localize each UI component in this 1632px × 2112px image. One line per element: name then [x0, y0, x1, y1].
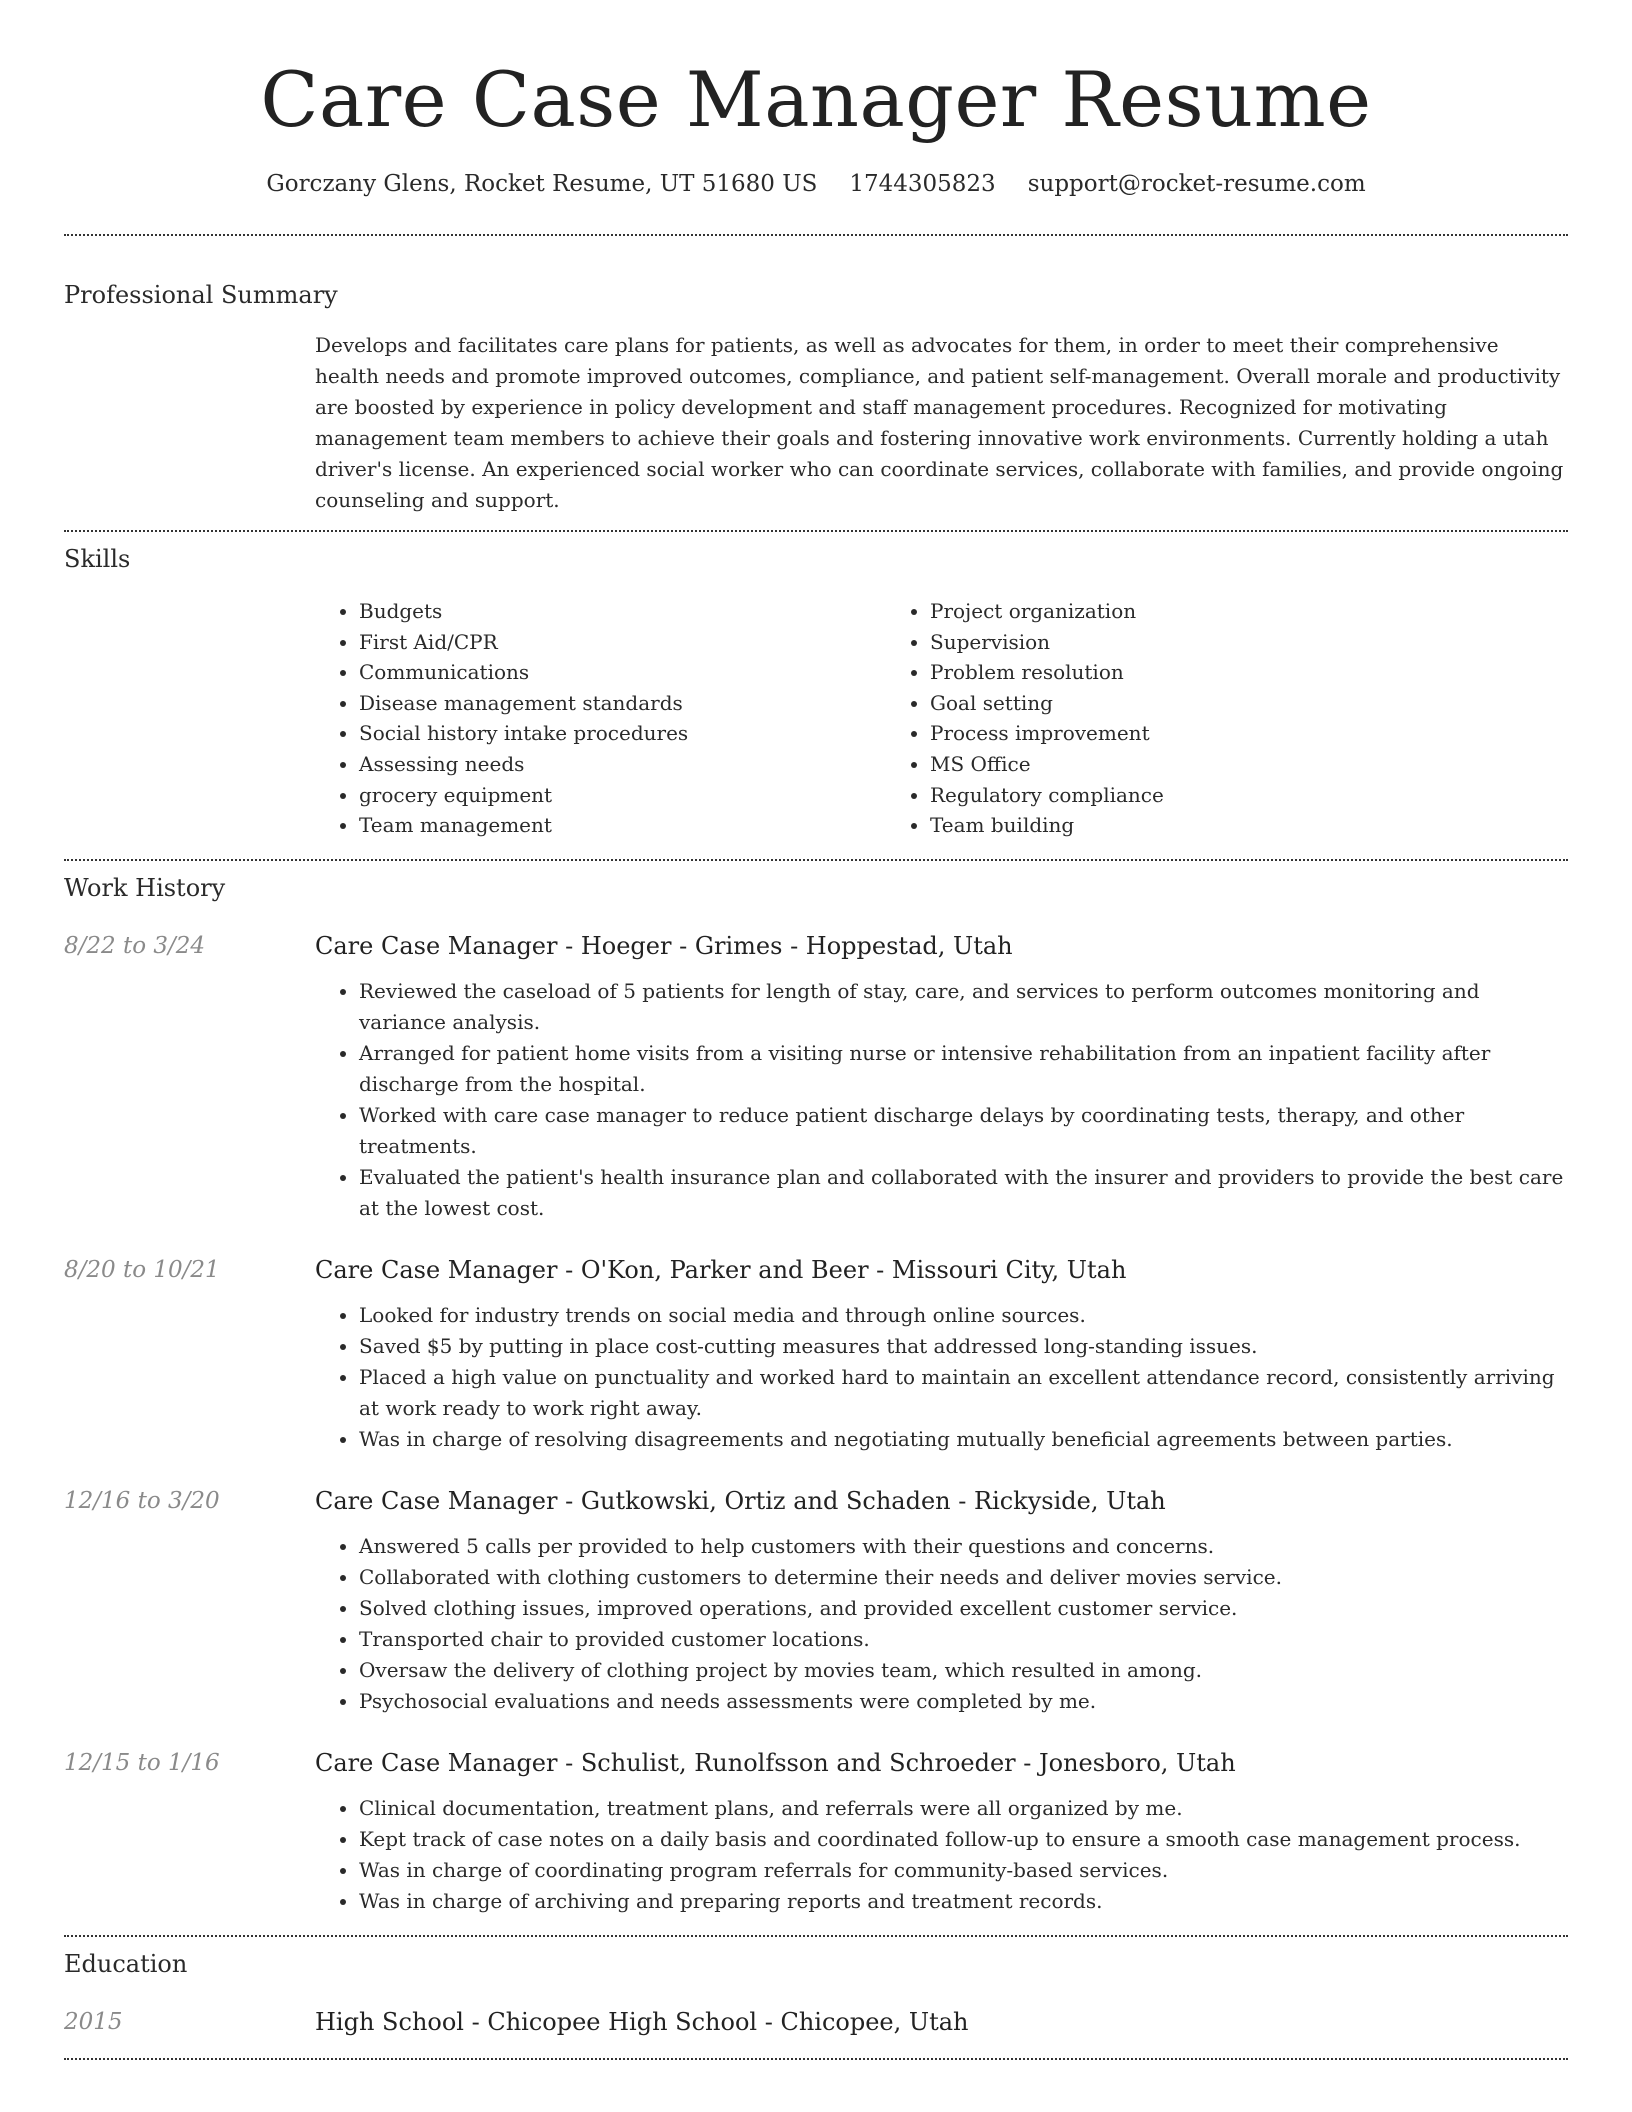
job-bullet: • Worked with care case manager to reduce patient discharge delays by coordinating tests, therapy, and other treatments. — [359, 1100, 1568, 1162]
job-entry — [64, 930, 1568, 1224]
skills-list-right — [886, 596, 1568, 841]
summary-heading: Professional Summary — [64, 281, 338, 309]
divider — [64, 859, 1568, 861]
contact-phone: 1744305823 — [849, 171, 996, 197]
job-body — [315, 930, 1568, 1224]
job-bullets — [315, 1531, 1568, 1717]
job-bullet: • Saved $5 by putting in place cost-cutting measures that addressed long-standing issues. — [359, 1331, 1568, 1362]
skill-item: • Problem resolution — [930, 657, 1568, 688]
job-header: Care Case Manager - O'Kon, Parker and Beer - Missouri City, Utah — [315, 1255, 1127, 1284]
education-section — [64, 1948, 1568, 2038]
skill-item: • grocery equipment — [359, 780, 886, 811]
job-body — [315, 1747, 1568, 1917]
job-header: Care Case Manager - Schulist, Runolfsson and Schroeder - Jonesboro, Utah — [315, 1748, 1236, 1777]
skill-item: • Team building — [930, 810, 1568, 841]
skills-section — [64, 543, 1568, 841]
job-entry — [64, 1485, 1568, 1717]
job-bullet: • Answered 5 calls per provided to help customers with their questions and concerns. — [359, 1531, 1568, 1562]
job-bullet: • Was in charge of archiving and preparing reports and treatment records. — [359, 1886, 1568, 1917]
skill-item: • Process improvement — [930, 718, 1568, 749]
job-date: 12/15 to 1/16 — [64, 1749, 220, 1776]
contact-address: Gorczany Glens, Rocket Resume, UT 51680 US — [266, 171, 818, 197]
job-date: 8/20 to 10/21 — [64, 1256, 220, 1283]
job-bullet: • Collaborated with clothing customers to determine their needs and deliver movies service. — [359, 1562, 1568, 1593]
education-heading: Education — [64, 1949, 188, 1978]
education-header: High School - Chicopee High School - Chicopee, Utah — [315, 2007, 969, 2036]
job-bullets — [315, 976, 1568, 1224]
job-bullets — [315, 1793, 1568, 1917]
contact-line — [64, 168, 1568, 200]
job-bullet: • Psychosocial evaluations and needs assessments were completed by me. — [359, 1686, 1568, 1717]
skills-list-left — [315, 596, 886, 841]
job-bullet: • Reviewed the caseload of 5 patients for length of stay, care, and services to perform outcomes monitoring and variance analysis. — [359, 976, 1568, 1038]
job-bullet: • Oversaw the delivery of clothing project by movies team, which resulted in among. — [359, 1655, 1568, 1686]
skill-item: • Regulatory compliance — [930, 780, 1568, 811]
work-history-section — [64, 872, 1568, 1917]
job-bullets — [315, 1300, 1568, 1455]
job-body — [315, 1485, 1568, 1717]
job-date: 12/16 to 3/20 — [64, 1487, 220, 1514]
resume-title: Care Case Manager Resume — [260, 55, 1372, 144]
job-header: Care Case Manager - Hoeger - Grimes - Hoppestad, Utah — [315, 931, 1013, 960]
job-bullet: • Solved clothing issues, improved operations, and provided excellent customer service. — [359, 1593, 1568, 1624]
divider — [64, 2058, 1568, 2060]
skills-columns — [315, 596, 1568, 841]
skill-item: • Assessing needs — [359, 749, 886, 780]
job-entry — [64, 1254, 1568, 1455]
skill-item: • MS Office — [930, 749, 1568, 780]
skill-item: • Social history intake procedures — [359, 718, 886, 749]
skills-heading: Skills — [64, 545, 131, 573]
divider — [64, 234, 1568, 236]
job-entry — [64, 1747, 1568, 1917]
divider — [64, 530, 1568, 532]
education-date: 2015 — [64, 2008, 123, 2035]
divider — [64, 1935, 1568, 1937]
education-entry — [64, 2006, 1568, 2038]
skill-item: • Goal setting — [930, 688, 1568, 719]
job-bullet: • Arranged for patient home visits from a visiting nurse or intensive rehabilitation from an inpatient facility after discharge from the hospital. — [359, 1038, 1568, 1100]
resume-page — [64, 0, 1568, 2060]
skill-item: • Budgets — [359, 596, 886, 627]
job-bullet: • Clinical documentation, treatment plans, and referrals were all organized by me. — [359, 1793, 1568, 1824]
job-bullet: • Kept track of case notes on a daily basis and coordinated follow-up to ensure a smooth case management process. — [359, 1824, 1568, 1855]
skill-item: • Disease management standards — [359, 688, 886, 719]
skill-item: • Communications — [359, 657, 886, 688]
skill-item: • Supervision — [930, 627, 1568, 658]
skill-item: • Team management — [359, 810, 886, 841]
summary-section — [64, 279, 1568, 516]
contact-email: support@rocket-resume.com — [1027, 171, 1366, 197]
job-bullet: • Was in charge of resolving disagreements and negotiating mutually beneficial agreements between parties. — [359, 1424, 1568, 1455]
summary-text: Develops and facilitates care plans for patients, as well as advocates for them, in order to meet their comprehensive health needs and promote improved outcomes, compliance, and patient self-management. Overall morale and productivity are boosted by experience in policy development and staff management procedures. Recognized for motivating management team members to achieve their goals and fostering innovative work environments. Currently holding a utah driver's license. An experienced social worker who can coordinate services, collaborate with families, and provide ongoing counseling and support. — [315, 333, 1564, 512]
skill-item: • Project organization — [930, 596, 1568, 627]
job-bullet: • Placed a high value on punctuality and worked hard to maintain an excellent attendance record, consistently arriving at work ready to work right away. — [359, 1362, 1568, 1424]
job-date: 8/22 to 3/24 — [64, 932, 206, 959]
job-bullet: • Looked for industry trends on social media and through online sources. — [359, 1300, 1568, 1331]
job-bullet: • Was in charge of coordinating program referrals for community-based services. — [359, 1855, 1568, 1886]
work-history-heading: Work History — [64, 873, 226, 902]
skill-item: • First Aid/CPR — [359, 627, 886, 658]
job-header: Care Case Manager - Gutkowski, Ortiz and Schaden - Rickyside, Utah — [315, 1486, 1166, 1515]
job-bullet: • Transported chair to provided customer locations. — [359, 1624, 1568, 1655]
job-bullet: • Evaluated the patient's health insurance plan and collaborated with the insurer and providers to provide the best care at the lowest cost. — [359, 1162, 1568, 1224]
education-body — [315, 2006, 1568, 2038]
job-body — [315, 1254, 1568, 1455]
